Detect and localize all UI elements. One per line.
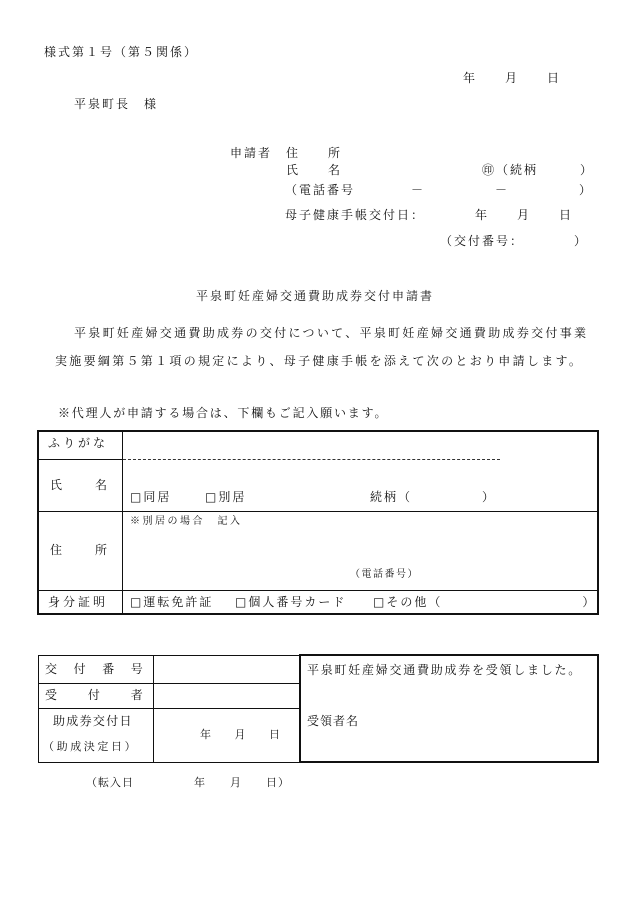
issue-number-label: 交 付 番 号 — [45, 662, 146, 676]
id-license-checkbox[interactable]: □運転免許証 — [130, 595, 214, 609]
cohabit-same-checkbox[interactable]: □同居 — [130, 490, 172, 504]
decision-date-label: （助成決定日） — [43, 740, 139, 753]
issue-date-value: 年 月 日 — [200, 728, 281, 741]
applicant-label: 申請者 — [230, 146, 273, 160]
proxy-relation: 続柄（ ） — [370, 490, 497, 504]
cohabit-separate-checkbox[interactable]: □別居 — [205, 490, 247, 504]
issue-date-label: 助成券交付日 — [53, 714, 133, 728]
proxy-furigana-field[interactable] — [123, 432, 597, 459]
proxy-note: ※代理人が申請する場合は、下欄もご記入願います。 — [58, 406, 389, 420]
body-line-1: 平泉町妊産婦交通費助成券の交付について、平泉町妊産婦交通費助成券交付事業 — [74, 326, 589, 340]
move-in-date: （転入日 年 月 日） — [86, 776, 290, 789]
document-title: 平泉町妊産婦交通費助成券交付申請書 — [196, 289, 435, 303]
proxy-id-label: 身分証明 — [48, 595, 109, 609]
receiver-field[interactable] — [154, 684, 299, 708]
form-number: 様式第１号（第５関係） — [44, 45, 199, 59]
addressee: 平泉町長 様 — [74, 97, 159, 111]
proxy-table-furigana-divider — [38, 459, 122, 460]
id-mynumber-checkbox[interactable]: □個人番号カード — [235, 595, 347, 609]
proxy-name-label: 氏 名 — [50, 478, 111, 492]
proxy-name-field[interactable] — [123, 460, 353, 485]
proxy-address-label: 住 所 — [50, 543, 111, 557]
recipient-name-label: 受領者名 — [307, 714, 360, 728]
applicant-name-label: 氏 名 — [286, 163, 343, 177]
receipt-statement: 平泉町妊産婦交通費助成券を受領しました。 — [307, 663, 583, 677]
application-date: 年 月 日 — [463, 71, 562, 85]
recipient-name-field[interactable] — [365, 705, 595, 735]
proxy-phone-label: （電話番号） — [350, 569, 419, 580]
applicant-phone: （電話番号 － － ） — [285, 183, 594, 197]
handbook-issue-date: 母子健康手帳交付日： 年 月 日 — [285, 208, 574, 222]
proxy-address-field[interactable] — [123, 530, 597, 566]
office-table-row-divider — [38, 708, 300, 709]
proxy-furigana-label: ふりがな — [48, 436, 109, 450]
body-line-2: 実施要綱第５第１項の規定により、母子健康手帳を添えて次のとおり申請します。 — [55, 354, 584, 368]
proxy-address-note: ※別居の場合 記入 — [130, 516, 243, 527]
handbook-number: （交付番号： ） — [440, 234, 589, 248]
applicant-address-label: 住 所 — [286, 146, 343, 160]
applicant-seal-relation: ㊞（続柄 ） — [482, 163, 595, 177]
id-other-checkbox[interactable]: □その他（ ） — [373, 595, 597, 609]
issue-number-field[interactable] — [154, 656, 299, 683]
proxy-table-row-divider — [38, 511, 598, 512]
proxy-table-row-divider — [38, 590, 598, 591]
receiver-label: 受 付 者 — [45, 688, 146, 702]
